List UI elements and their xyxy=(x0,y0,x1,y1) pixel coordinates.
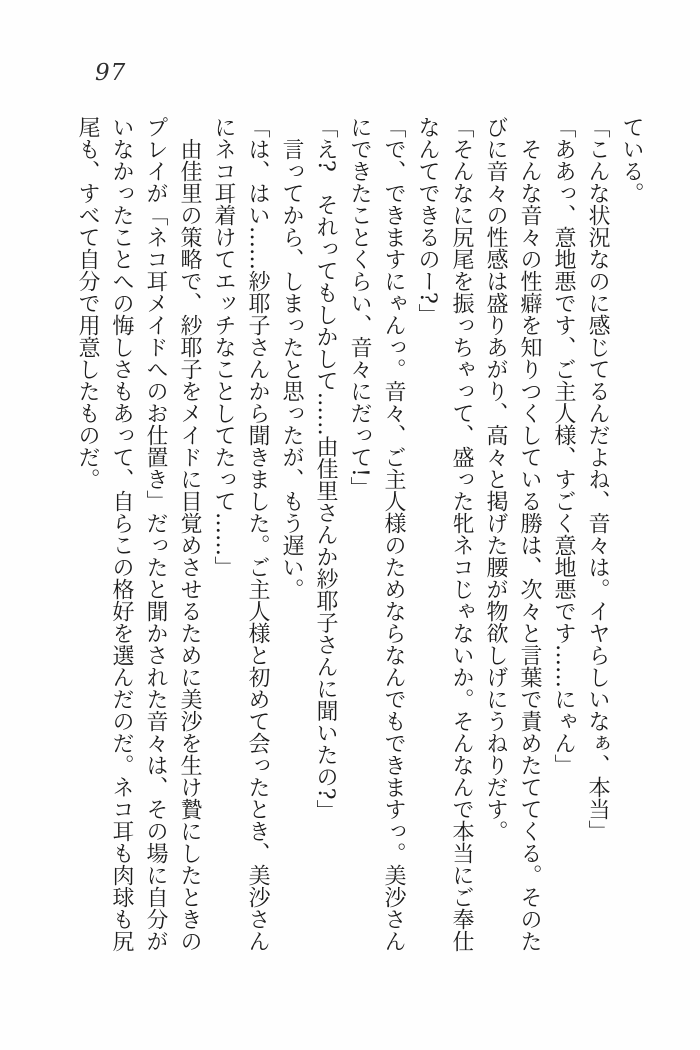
text-column-15: プレイが「ネコ耳メイドへのお仕置き」だったと聞かされた音々は、その場に自分が xyxy=(143,116,168,952)
text-column-5: びに音々の性感は盛りあがり、高々と掲げた腰が物欲しげにうねりだす。 xyxy=(483,116,508,842)
text-column-14: 由佳里の策略で、紗耶子をメイドに目覚めさせるために美沙を生け贄にしたときの xyxy=(177,116,202,952)
text-column-4: そんな音々の性癖を知りつくしている勝は、次々と言葉で責めたててくる。そのた xyxy=(517,116,542,952)
text-column-2: 「こんな状況なのに感じてるんだよね、音々は。イヤらしいなぁ、本当」 xyxy=(585,116,610,842)
text-column-11: 言ってから、しまったと思ったが、もう遅い。 xyxy=(279,116,304,600)
text-column-12: 「は、はい……紗耶子さんから聞きました。ご主人様と初めて会ったとき、美沙さん xyxy=(245,116,270,952)
text-column-17: 尾も、すべて自分で用意したものだ。 xyxy=(75,116,100,490)
text-column-16: いなかったことへの悔しさもあって、自らこの格好を選んだのだ。ネコ耳も肉球も尻 xyxy=(109,116,134,952)
text-column-10: 「え? それってもしかして……由佳里さんか紗耶子さんに聞いたの?」 xyxy=(313,116,338,822)
text-column-3: 「ああっ、意地悪です、ご主人様、すごく意地悪です……にゃん」 xyxy=(551,116,576,776)
vertical-text-block xyxy=(70,116,648,968)
text-column-9: にできたことくらい、音々にだって!」 xyxy=(347,116,372,499)
text-column-6: 「そんなに尻尾を振っちゃって、盛った牝ネコじゃないか。そんなんで本当にご奉仕 xyxy=(449,116,474,952)
text-column-1: ている。 xyxy=(619,116,644,204)
text-column-7: なんてできるのー?」 xyxy=(415,116,440,326)
text-column-8: 「で、できますにゃんっ。音々、ご主人様のためならなんでもできますっ。美沙さん xyxy=(381,116,406,952)
page-number: 97 xyxy=(95,60,127,86)
text-column-13: にネコ耳着けてエッチなことしてたって……」 xyxy=(211,116,236,578)
